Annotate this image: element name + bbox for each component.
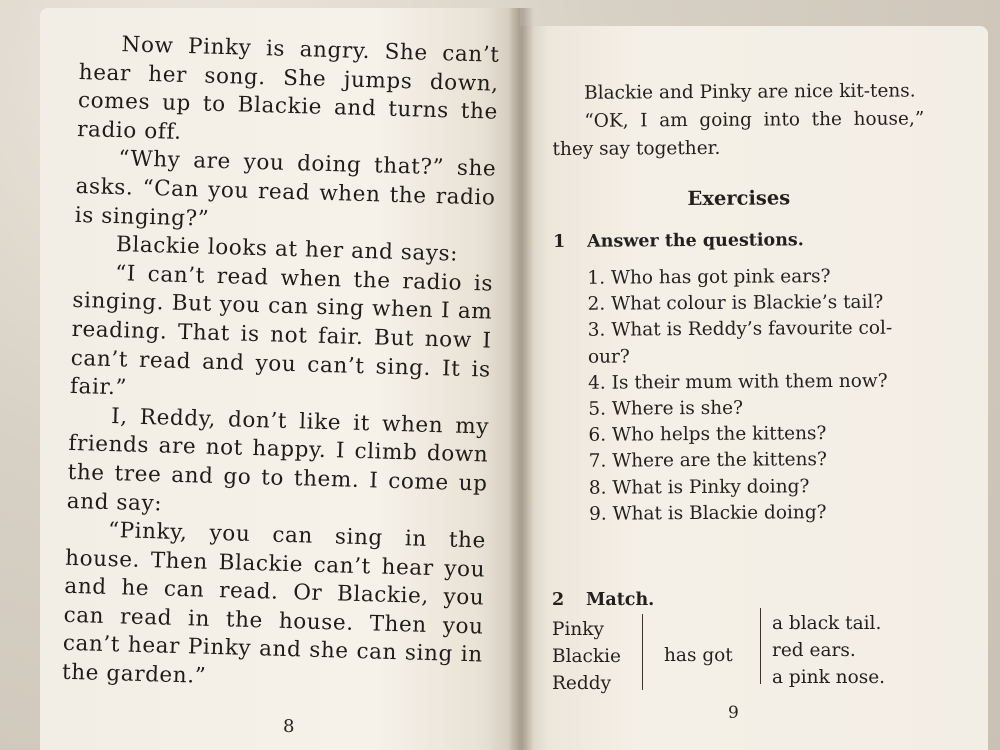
question-item: 6. Who helps the kittens? xyxy=(588,423,827,446)
match-name: Pinky xyxy=(552,619,604,640)
question-item: 2. What colour is Blackie’s tail? xyxy=(587,291,884,315)
left-paragraph: Blackie looks at her and says: xyxy=(115,232,459,267)
page-number-left: 8 xyxy=(283,716,295,737)
question-item: 9. What is Blackie doing? xyxy=(588,501,827,525)
match-names-column xyxy=(552,616,621,697)
left-paragraph: “I can’t read when the radio is singing. But you can sing when I am reading. That is not fair. But now I can’t read and you can’t sing. It is fair.” xyxy=(69,260,494,401)
left-paragraph: “Pinky, you can sing in the house. Then Blackie can’t hear you and he can read. Or Blackie, you can read in the house. Then you can’t hear Pinky and she can sing in the garden.” xyxy=(61,518,487,689)
page-number-right: 9 xyxy=(728,703,739,723)
question-list xyxy=(553,263,927,528)
match-object: a pink nose. xyxy=(772,667,886,688)
match-object: red ears. xyxy=(772,640,856,661)
task-2-title: Match. xyxy=(586,590,655,610)
task-1-number: 1 xyxy=(553,231,566,252)
right-intro-paragraph: “OK, I am going into the house,” they say together. xyxy=(552,108,925,160)
match-verb: has got xyxy=(664,645,733,666)
match-object: a black tail. xyxy=(772,613,882,634)
question-item: 4. Is their mum with them now? xyxy=(588,370,888,394)
match-table xyxy=(552,613,912,698)
match-divider xyxy=(642,614,643,690)
question-item: 8. What is Pinky doing? xyxy=(588,475,810,499)
question-item: 7. Where are the kittens? xyxy=(588,449,827,473)
left-page-text xyxy=(62,30,500,699)
match-name: Blackie xyxy=(552,646,621,667)
left-paragraph: “Why are you doing that?” she asks. “Can you read when the radio is singing?” xyxy=(74,146,497,232)
left-paragraph: I, Reddy, don’t like it when my friends are not happy. I climb down the tree and go to them. I come up and say: xyxy=(66,403,490,516)
task-2-number: 2 xyxy=(552,590,565,610)
task-2-heading xyxy=(552,590,654,610)
left-paragraph: Now Pinky is angry. She can’t hear her song. She jumps down, comes up to Blackie and turns the radio off. xyxy=(76,32,500,145)
match-name: Reddy xyxy=(552,673,612,694)
question-item: 3. What is Reddy’s favourite col-our? xyxy=(587,318,893,368)
book-gutter xyxy=(508,8,534,750)
question-item: 5. Where is she? xyxy=(588,397,744,420)
right-intro-paragraph: Blackie and Pinky are nice kit-tens. xyxy=(584,80,916,104)
question-item: 1. Who has got pink ears? xyxy=(587,266,831,289)
right-page-text xyxy=(552,77,927,528)
task-1-heading xyxy=(553,225,925,256)
task-1-title: Answer the questions. xyxy=(587,230,804,252)
exercises-heading: Exercises xyxy=(687,186,791,211)
match-divider xyxy=(760,608,761,684)
match-objects-column xyxy=(772,610,885,691)
